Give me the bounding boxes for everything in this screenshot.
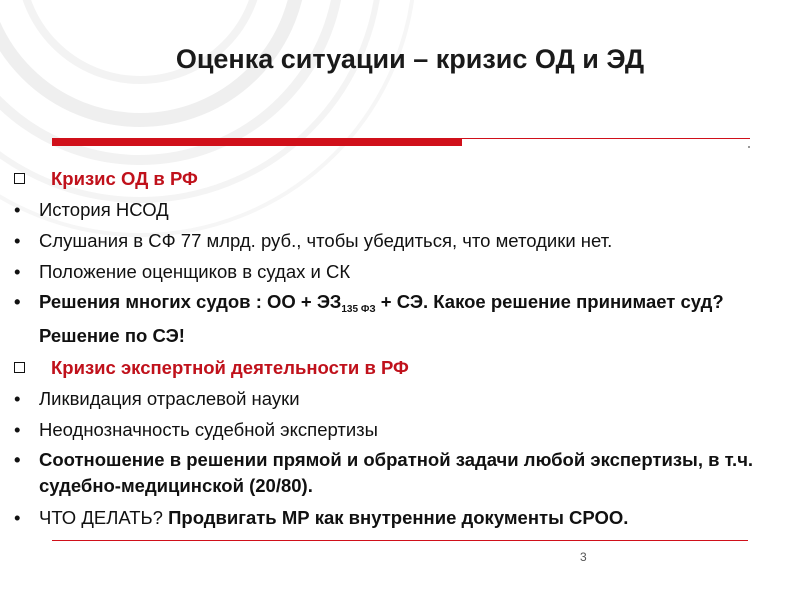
section-header-expert-crisis	[14, 352, 774, 383]
square-bullet-icon	[14, 163, 34, 194]
title-underline-thin	[462, 138, 750, 139]
list-item	[14, 194, 774, 225]
square-bullet-icon	[14, 352, 34, 383]
bullet-icon: •	[14, 291, 21, 312]
bullet-icon: •	[14, 199, 21, 220]
list-item-text-part2: Продвигать МР как внутренние документы СРОО.	[168, 507, 629, 528]
bullet-icon: •	[14, 419, 21, 440]
list-item-text: Ликвидация отраслевой науки	[39, 388, 300, 409]
list-item	[14, 287, 774, 352]
list-item-text: История НСОД	[39, 199, 169, 220]
list-item	[14, 256, 774, 287]
list-item-text: Соотношение в решении прямой и обратной задачи любой экспертизы, в т.ч. судебно-медицинской (20/80).	[39, 449, 754, 496]
subscript-law-ref: 135 ФЗ	[341, 304, 376, 315]
decorative-dot	[748, 146, 750, 148]
list-item-text: Слушания в СФ 77 млрд. руб., чтобы убедиться, что методики нет.	[39, 230, 613, 251]
list-item	[14, 225, 774, 256]
list-item-text-part1: Решения многих судов : ОО + ЭЗ	[39, 291, 342, 312]
section-header-od-crisis	[14, 163, 774, 194]
list-item	[14, 445, 774, 502]
bullet-icon: •	[14, 507, 21, 528]
list-item	[14, 414, 774, 445]
slide-title: Оценка ситуации – кризис ОД и ЭД	[175, 44, 645, 74]
page-number: 3	[580, 550, 587, 564]
list-item-text-part2: + СЭ. Какое решение принимает суд? Решение по СЭ!	[39, 291, 724, 346]
list-item	[14, 383, 774, 414]
bullet-list	[14, 163, 774, 533]
list-item-text-part1: ЧТО ДЕЛАТЬ?	[39, 507, 169, 528]
bullet-icon: •	[14, 449, 21, 470]
footer-divider	[52, 540, 748, 541]
bullet-icon: •	[14, 388, 21, 409]
section-header-text: Кризис ОД в РФ	[51, 168, 198, 189]
title-underline-thick	[52, 138, 462, 146]
section-header-text: Кризис экспертной деятельности в РФ	[51, 357, 409, 378]
list-item-text: Неоднозначность судебной экспертизы	[39, 419, 378, 440]
bullet-icon: •	[14, 230, 21, 251]
list-item-text: Положение оценщиков в судах и СК	[39, 261, 351, 282]
list-item	[14, 502, 774, 533]
bullet-icon: •	[14, 261, 21, 282]
